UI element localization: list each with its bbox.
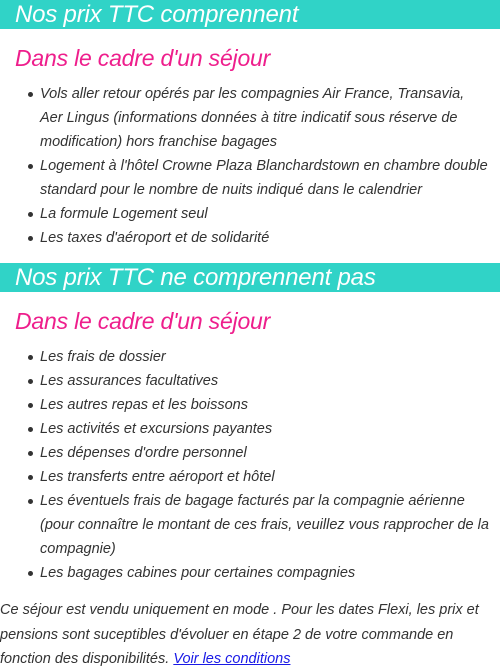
- included-subtitle: Dans le cadre d'un séjour: [15, 45, 271, 71]
- included-list: [0, 82, 500, 250]
- bullet-icon: [28, 164, 33, 169]
- included-section: [0, 0, 500, 250]
- bullet-icon: [28, 403, 33, 408]
- list-item: [40, 345, 500, 369]
- list-item-text: Logement à l'hôtel Crowne Plaza Blanchardstown en chambre double standard pour le nombre de nuits indiqué dans le calendrier: [40, 158, 488, 198]
- list-item-text: Les taxes d'aéroport et de solidarité: [40, 230, 270, 246]
- list-item: [40, 489, 500, 561]
- list-item: [40, 561, 500, 585]
- excluded-list: [0, 345, 500, 585]
- bullet-icon: [28, 571, 33, 576]
- bullet-icon: [28, 475, 33, 480]
- bullet-icon: [28, 355, 33, 360]
- bullet-icon: [28, 499, 33, 504]
- list-item: [40, 202, 500, 226]
- included-banner: Nos prix TTC comprennent: [0, 0, 500, 29]
- list-item: [40, 369, 500, 393]
- list-item-text: Les frais de dossier: [40, 349, 166, 365]
- conditions-note-text: Ce séjour est vendu uniquement en mode . Pour les dates Flexi, les prix et pensions sont suceptibles d'évoluer en étape 2 de votre commande en fonction des disponibilités.: [0, 602, 479, 667]
- bullet-icon: [28, 236, 33, 241]
- list-item-text: Les éventuels frais de bagage facturés par la compagnie aérienne (pour connaître le montant de ces frais, veuillez vous rapprocher de la compagnie): [40, 493, 489, 557]
- bullet-icon: [28, 92, 33, 97]
- list-item: [40, 226, 500, 250]
- list-item-text: Les dépenses d'ordre personnel: [40, 445, 247, 461]
- list-item-text: Vols aller retour opérés par les compagnies Air France, Transavia, Aer Lingus (informations données à titre indicatif sous réserve de modification) hors franchise bagages: [40, 86, 465, 150]
- list-item-text: Les transferts entre aéroport et hôtel: [40, 469, 275, 485]
- excluded-banner: Nos prix TTC ne comprennent pas: [0, 263, 500, 292]
- list-item-text: La formule Logement seul: [40, 206, 208, 222]
- list-item-text: Les bagages cabines pour certaines compagnies: [40, 565, 356, 581]
- list-item: [40, 417, 500, 441]
- list-item: [40, 441, 500, 465]
- list-item: [40, 393, 500, 417]
- bullet-icon: [28, 451, 33, 456]
- bullet-icon: [28, 427, 33, 432]
- list-item: [40, 82, 500, 154]
- excluded-subtitle: Dans le cadre d'un séjour: [15, 308, 271, 334]
- conditions-note: [0, 598, 496, 672]
- bullet-icon: [28, 379, 33, 384]
- excluded-section: [0, 263, 500, 585]
- list-item-text: Les activités et excursions payantes: [40, 421, 273, 437]
- list-item: [40, 154, 500, 202]
- bullet-icon: [28, 212, 33, 217]
- list-item: [40, 465, 500, 489]
- list-item-text: Les assurances facultatives: [40, 373, 219, 389]
- list-item-text: Les autres repas et les boissons: [40, 397, 248, 413]
- conditions-link[interactable]: Voir les conditions: [173, 651, 291, 667]
